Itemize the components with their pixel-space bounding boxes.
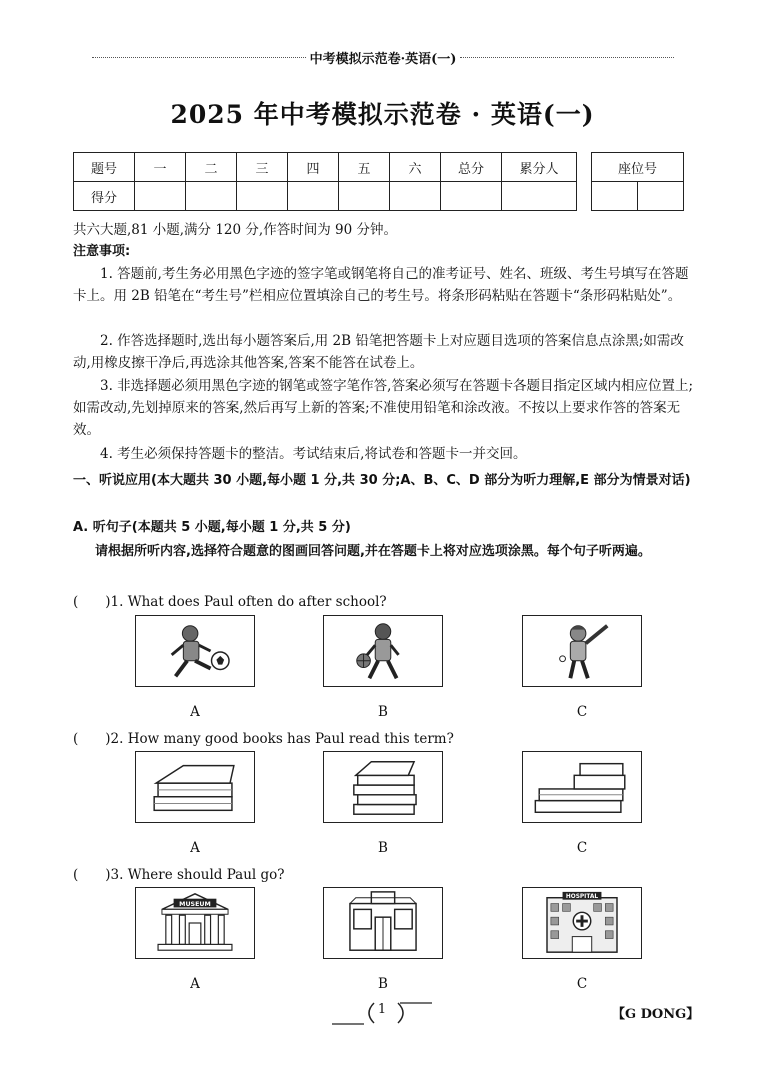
question-2: ( )2. How many good books has Paul read this term? bbox=[73, 731, 454, 747]
notice-item-1: 1. 答题前,考生务必用黑色字迹的签字笔或钢笔将自己的准考证号、姓名、班级、考生号填写在答题卡上。用 2B 铅笔在“考生号”栏相应位置填涂自己的考生号。将条形码粘贴在答题卡“条形码粘贴处”。 bbox=[73, 266, 689, 304]
brand-label: 【G DONG】 bbox=[612, 1007, 700, 1022]
five-books-icon[interactable] bbox=[323, 751, 443, 823]
seat-cell[interactable] bbox=[638, 182, 684, 211]
shop-icon[interactable] bbox=[323, 887, 443, 959]
score-head-3: 三 bbox=[237, 153, 288, 182]
notice-item-2: 2. 作答选择题时,选出每小题答案后,用 2B 铅笔把答题卡上对应题目选项的答案信息点涂黑;如需改动,用橡皮擦干净后,再选涂其他答案,答案不能答在试卷上。 bbox=[73, 333, 684, 371]
score-head-0: 题号 bbox=[74, 153, 135, 182]
question-3: ( )3. Where should Paul go? bbox=[73, 867, 285, 883]
score-head-1: 一 bbox=[135, 153, 186, 182]
score-head-6: 六 bbox=[390, 153, 441, 182]
option-3-A[interactable]: A bbox=[190, 976, 200, 992]
score-head-counter: 累分人 bbox=[502, 153, 577, 182]
partA-heading: A. 听句子(本题共 5 小题,每小题 1 分,共 5 分) bbox=[73, 520, 351, 535]
option-2-A[interactable]: A bbox=[190, 840, 200, 856]
hospital-sign: HOSPITAL bbox=[565, 894, 599, 901]
notice-item-3: 3. 非选择题必须用黑色字迹的钢笔或签字笔作答,答案必须写在答题卡各题目指定区域内相应位置上;如需改动,先划掉原来的答案,然后再写上新的答案;不准使用铅笔和涂改液。不按以上要求作答的答案无效。 bbox=[73, 378, 694, 438]
score-cell[interactable] bbox=[339, 182, 390, 211]
score-head-4: 四 bbox=[288, 153, 339, 182]
score-cell[interactable] bbox=[390, 182, 441, 211]
score-cell[interactable] bbox=[237, 182, 288, 211]
seat-table bbox=[591, 152, 684, 211]
seat-label: 座位号 bbox=[592, 153, 684, 182]
page-title: 2025 年中考模拟示范卷 · 英语(一) bbox=[170, 100, 595, 129]
hospital-icon[interactable] bbox=[522, 887, 642, 959]
option-2-C[interactable]: C bbox=[576, 840, 588, 856]
page-number: 1 bbox=[377, 1002, 387, 1017]
option-3-B[interactable]: B bbox=[378, 976, 388, 992]
score-cell[interactable] bbox=[135, 182, 186, 211]
option-1-A[interactable]: A bbox=[190, 704, 200, 720]
four-books-icon[interactable] bbox=[522, 751, 642, 823]
section1-heading: 一、听说应用(本大题共 30 小题,每小题 1 分,共 30 分;A、B、C、D 部分为听力理解,E 部分为情景对话) bbox=[73, 473, 691, 488]
option-1-B[interactable]: B bbox=[378, 704, 388, 720]
score-head-5: 五 bbox=[339, 153, 390, 182]
partA-instruction: 请根据所听内容,选择符合题意的图画回答问题,并在答题卡上将对应选项涂黑。每个句子听两遍。 bbox=[95, 544, 651, 559]
score-cell[interactable] bbox=[502, 182, 577, 211]
score-head-2: 二 bbox=[186, 153, 237, 182]
museum-icon[interactable] bbox=[135, 887, 255, 959]
museum-sign: MUSEUM bbox=[179, 900, 211, 908]
option-2-B[interactable]: B bbox=[378, 840, 388, 856]
page-number-block bbox=[330, 1000, 434, 1026]
three-books-icon[interactable] bbox=[135, 751, 255, 823]
boy-football-icon[interactable] bbox=[135, 615, 255, 687]
option-3-C[interactable]: C bbox=[576, 976, 588, 992]
boy-baseball-icon[interactable] bbox=[522, 615, 642, 687]
running-title: 中考模拟示范卷·英语(一) bbox=[309, 51, 457, 67]
seat-cell[interactable] bbox=[592, 182, 638, 211]
score-table bbox=[73, 152, 577, 211]
intro-text: 共六大题,81 小题,满分 120 分,作答时间为 90 分钟。 bbox=[73, 222, 397, 238]
score-cell[interactable] bbox=[441, 182, 502, 211]
score-label: 得分 bbox=[74, 182, 135, 211]
notice-heading: 注意事项: bbox=[73, 244, 131, 259]
score-cell[interactable] bbox=[288, 182, 339, 211]
notice-item-4: 4. 考生必须保持答题卡的整洁。考试结束后,将试卷和答题卡一并交回。 bbox=[100, 446, 527, 462]
option-1-C[interactable]: C bbox=[576, 704, 588, 720]
score-cell[interactable] bbox=[186, 182, 237, 211]
running-head bbox=[92, 47, 674, 67]
score-head-total: 总分 bbox=[441, 153, 502, 182]
boy-basketball-icon[interactable] bbox=[323, 615, 443, 687]
question-1: ( )1. What does Paul often do after school? bbox=[73, 594, 387, 610]
